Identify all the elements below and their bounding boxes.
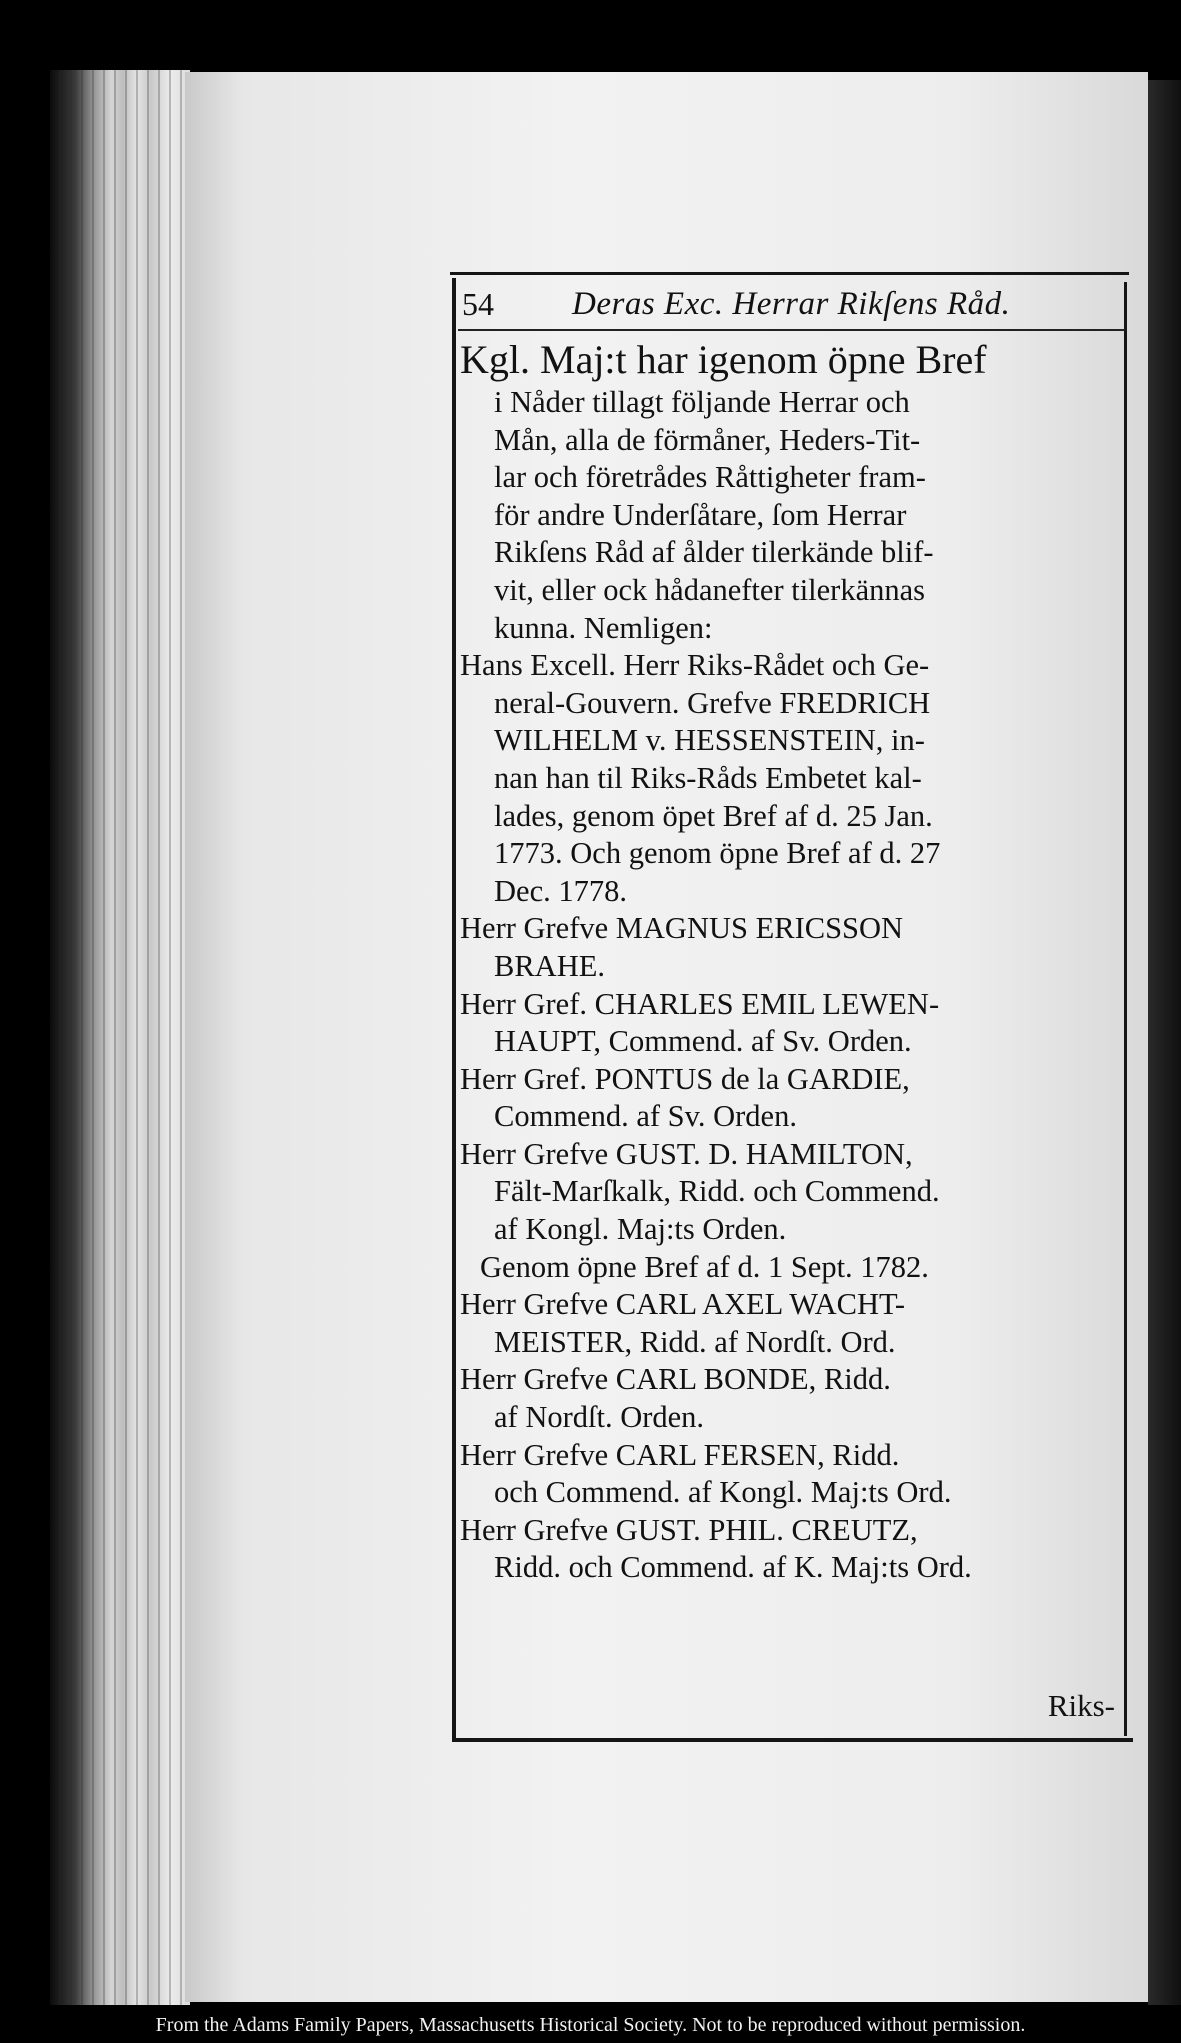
text-line: lar och företrådes Råttigheter fram- bbox=[494, 460, 926, 495]
text-line: BRAHE. bbox=[494, 948, 605, 983]
text-line: Herr Grefve CARL AXEL WACHT- bbox=[460, 1287, 905, 1322]
text-line: för andre Underſåtare, ſom Herrar bbox=[494, 497, 907, 532]
text-line: HAUPT, Commend. af Sv. Orden. bbox=[494, 1024, 912, 1059]
catchword: Riks- bbox=[1047, 1688, 1115, 1723]
text-line: MEISTER, Ridd. af Nordſt. Ord. bbox=[494, 1324, 896, 1359]
text-line: Dec. 1778. bbox=[494, 873, 627, 908]
text-line: Mån, alla de förmåner, Heders-Tit- bbox=[494, 422, 921, 457]
head-rule bbox=[458, 329, 1125, 331]
running-head bbox=[462, 280, 1122, 328]
text-line: neral-Gouvern. Grefve FREDRICH bbox=[494, 685, 931, 720]
text-line: Hans Excell. Herr Riks-Rådet och Ge- bbox=[460, 648, 930, 683]
text-line: Herr Grefve MAGNUS ERICSSON bbox=[460, 911, 904, 946]
archive-caption: From the Adams Family Papers, Massachusetts Historical Society. Not to be reproduced without permission. bbox=[155, 2014, 1026, 2036]
text-line: vit, eller ock hådanefter tilerkännas bbox=[494, 572, 926, 607]
text-line: Herr Gref. PONTUS de la GARDIE, bbox=[460, 1061, 910, 1096]
text-line: lades, genom öpet Bref af d. 25 Jan. bbox=[494, 798, 933, 833]
text-line: Genom öpne Bref af d. 1 Sept. 1782. bbox=[480, 1249, 929, 1284]
text-line: nan han til Riks-Råds Embetet kal- bbox=[494, 760, 922, 795]
text-line: WILHELM v. HESSENSTEIN, in- bbox=[494, 723, 925, 758]
text-line: Herr Gref. CHARLES EMIL LEWEN- bbox=[460, 986, 940, 1021]
book-spine bbox=[50, 70, 190, 2005]
page-number: 54 bbox=[462, 286, 494, 322]
text-line: Fält-Marſkalk, Ridd. och Commend. bbox=[494, 1174, 940, 1209]
text-line: kunna. Nemligen: bbox=[494, 610, 713, 645]
text-line: Kgl. Maj:t har igenom öpne Bref bbox=[460, 337, 987, 382]
text-line: Herr Grefve GUST. D. HAMILTON, bbox=[460, 1136, 913, 1171]
text-line: Herr Grefve CARL BONDE, Ridd. bbox=[460, 1362, 891, 1397]
text-line: Herr Grefve CARL FERSEN, Ridd. bbox=[460, 1437, 900, 1472]
text-line: Commend. af Sv. Orden. bbox=[494, 1099, 797, 1134]
frame-bottom-rule bbox=[456, 1738, 1133, 1742]
text-line: Rikſens Råd af ålder tilerkände blif- bbox=[494, 535, 934, 570]
text-line: 1773. Och genom öpne Bref af d. 27 bbox=[494, 836, 941, 871]
text-line: Ridd. och Commend. af K. Maj:ts Ord. bbox=[494, 1550, 972, 1585]
text-line: i Nåder tillagt följande Herrar och bbox=[494, 385, 910, 419]
body-text bbox=[460, 338, 1125, 1587]
text-line: Herr Grefve GUST. PHIL. CREUTZ, bbox=[460, 1512, 918, 1547]
frame-top-rule bbox=[450, 272, 1129, 275]
text-frame bbox=[452, 272, 1127, 1742]
running-title: Deras Exc. Herrar Rikſens Råd. bbox=[572, 286, 1011, 322]
text-line: och Commend. af Kongl. Maj:ts Ord. bbox=[494, 1475, 952, 1510]
text-line: af Nordſt. Orden. bbox=[494, 1400, 705, 1435]
frame-left-rule bbox=[452, 278, 456, 1742]
page-right-edge bbox=[1148, 80, 1181, 2005]
text-line: af Kongl. Maj:ts Orden. bbox=[494, 1212, 787, 1247]
